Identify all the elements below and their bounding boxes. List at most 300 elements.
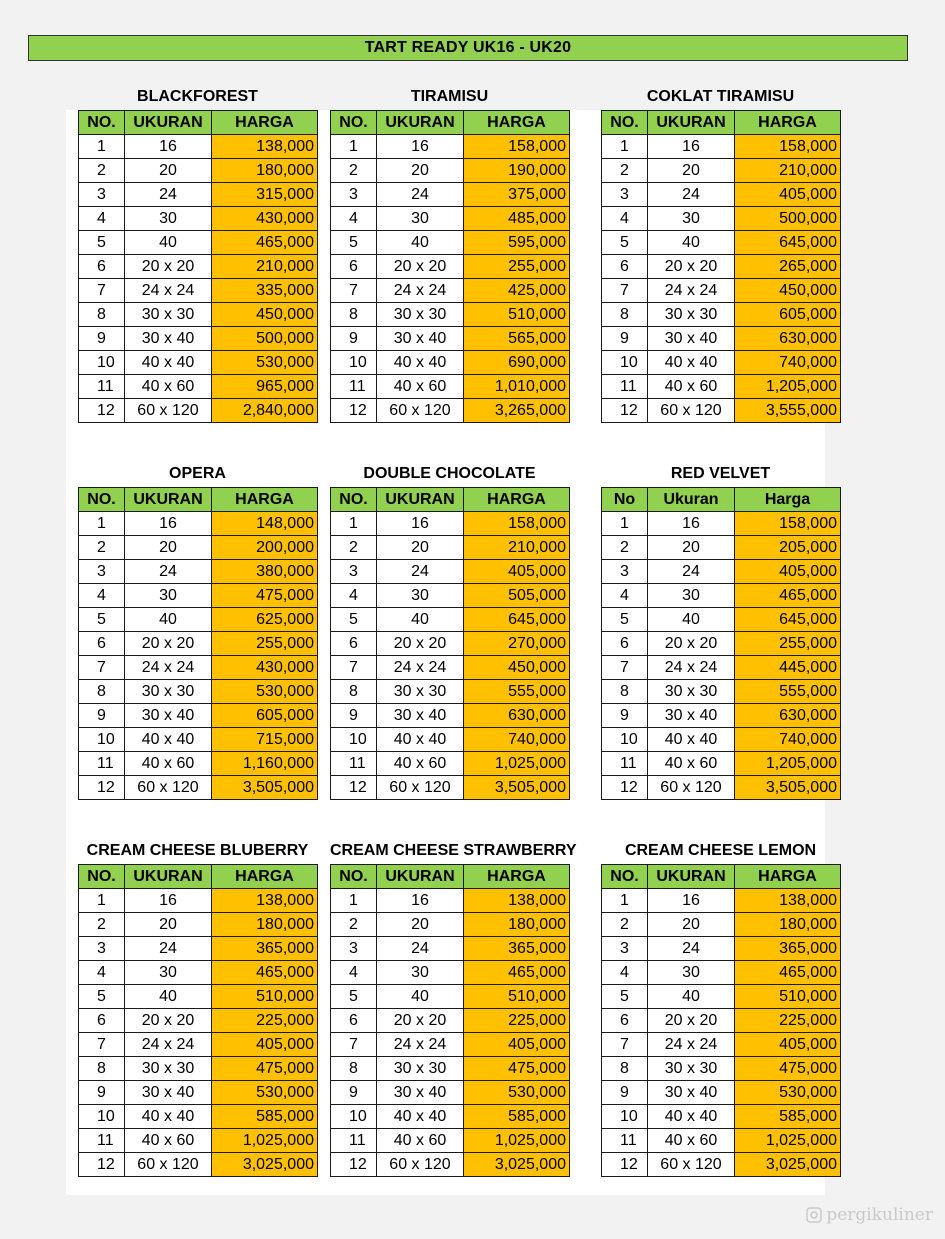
row-number: 4	[79, 584, 125, 608]
row-price: 180,000	[735, 913, 841, 937]
table-row	[79, 560, 318, 584]
row-number: 10	[602, 351, 648, 375]
table-header-row	[331, 111, 570, 135]
row-size: 20 x 20	[125, 632, 212, 656]
table-header-row	[602, 111, 841, 135]
row-size: 24 x 24	[377, 1033, 464, 1057]
row-number: 9	[602, 1081, 648, 1105]
row-number: 4	[331, 584, 377, 608]
row-price: 138,000	[212, 135, 318, 159]
cream-cheese-strawberry-price-table	[330, 838, 577, 1177]
table-row	[602, 680, 841, 704]
row-number: 4	[79, 961, 125, 985]
row-size: 60 x 120	[125, 399, 212, 423]
table-row	[79, 728, 318, 752]
row-size: 30	[648, 207, 735, 231]
row-size: 40 x 40	[377, 728, 464, 752]
row-size: 20 x 20	[648, 1009, 735, 1033]
header-ukuran: UKURAN	[125, 865, 212, 889]
table-row	[79, 351, 318, 375]
row-number: 11	[79, 752, 125, 776]
row-number: 7	[331, 656, 377, 680]
header-ukuran: UKURAN	[377, 865, 464, 889]
price-table	[78, 487, 318, 800]
header-ukuran: Ukuran	[648, 488, 735, 512]
row-price: 425,000	[464, 279, 570, 303]
row-size: 20 x 20	[125, 1009, 212, 1033]
row-size: 40 x 40	[648, 728, 735, 752]
header-no: NO.	[79, 111, 125, 135]
row-size: 16	[125, 135, 212, 159]
watermark-text: pergikuliner	[826, 1205, 933, 1225]
table-row	[331, 776, 570, 800]
row-price: 1,025,000	[464, 1129, 570, 1153]
row-price: 315,000	[212, 183, 318, 207]
row-size: 60 x 120	[125, 1153, 212, 1177]
row-number: 11	[602, 752, 648, 776]
row-price: 630,000	[464, 704, 570, 728]
row-size: 20	[377, 536, 464, 560]
row-price: 740,000	[464, 728, 570, 752]
row-size: 40	[125, 985, 212, 1009]
row-price: 190,000	[464, 159, 570, 183]
row-price: 740,000	[735, 728, 841, 752]
row-size: 40 x 60	[377, 1129, 464, 1153]
row-size: 30	[125, 584, 212, 608]
row-number: 7	[331, 279, 377, 303]
header-harga: HARGA	[212, 865, 318, 889]
table-row	[79, 913, 318, 937]
row-price: 530,000	[212, 680, 318, 704]
row-size: 60 x 120	[377, 1153, 464, 1177]
row-price: 500,000	[212, 327, 318, 351]
table-header-row	[331, 488, 570, 512]
table-row	[79, 512, 318, 536]
row-price: 225,000	[735, 1009, 841, 1033]
row-price: 555,000	[735, 680, 841, 704]
row-size: 30 x 40	[377, 1081, 464, 1105]
row-price: 1,160,000	[212, 752, 318, 776]
row-price: 565,000	[464, 327, 570, 351]
row-number: 6	[602, 1009, 648, 1033]
row-number: 8	[602, 303, 648, 327]
row-number: 2	[331, 913, 377, 937]
row-size: 30 x 30	[648, 303, 735, 327]
table-row	[602, 985, 841, 1009]
row-size: 40	[125, 608, 212, 632]
price-table	[601, 864, 841, 1177]
row-size: 40 x 40	[125, 1105, 212, 1129]
table-row	[331, 231, 570, 255]
row-price: 465,000	[212, 961, 318, 985]
row-number: 7	[602, 656, 648, 680]
row-price: 2,840,000	[212, 399, 318, 423]
row-price: 1,025,000	[735, 1129, 841, 1153]
row-size: 60 x 120	[377, 776, 464, 800]
table-row	[79, 255, 318, 279]
row-price: 3,025,000	[464, 1153, 570, 1177]
row-number: 10	[331, 1105, 377, 1129]
row-size: 40 x 40	[377, 1105, 464, 1129]
row-size: 40 x 60	[125, 752, 212, 776]
price-list-banner	[28, 35, 908, 61]
row-number: 3	[602, 183, 648, 207]
header-harga: HARGA	[464, 865, 570, 889]
row-number: 4	[79, 207, 125, 231]
row-number: 9	[331, 1081, 377, 1105]
row-size: 30	[377, 207, 464, 231]
row-price: 965,000	[212, 375, 318, 399]
table-row	[602, 231, 841, 255]
row-size: 40 x 60	[648, 752, 735, 776]
coklat-tiramisu-price-table	[601, 84, 840, 423]
row-price: 3,505,000	[212, 776, 318, 800]
table-row	[602, 1057, 841, 1081]
row-number: 2	[331, 536, 377, 560]
row-size: 24	[125, 937, 212, 961]
row-number: 5	[331, 985, 377, 1009]
header-harga: HARGA	[212, 111, 318, 135]
table-row	[602, 632, 841, 656]
row-number: 11	[331, 752, 377, 776]
row-number: 12	[79, 1153, 125, 1177]
row-size: 30 x 40	[125, 1081, 212, 1105]
header-ukuran: UKURAN	[377, 111, 464, 135]
table-row	[331, 704, 570, 728]
row-price: 690,000	[464, 351, 570, 375]
table-row	[79, 1105, 318, 1129]
table-row	[331, 207, 570, 231]
table-title: CREAM CHEESE LEMON	[624, 842, 817, 859]
row-number: 1	[331, 512, 377, 536]
row-number: 12	[602, 776, 648, 800]
row-size: 20	[648, 913, 735, 937]
table-row	[79, 207, 318, 231]
row-size: 40 x 60	[125, 375, 212, 399]
row-price: 205,000	[735, 536, 841, 560]
table-row	[79, 1081, 318, 1105]
red-velvet-price-table	[601, 461, 840, 800]
table-row	[331, 512, 570, 536]
table-row	[331, 584, 570, 608]
row-price: 138,000	[735, 889, 841, 913]
row-number: 2	[79, 159, 125, 183]
table-row	[79, 608, 318, 632]
table-row	[79, 1033, 318, 1057]
table-row	[602, 656, 841, 680]
row-size: 30 x 40	[377, 704, 464, 728]
row-price: 3,025,000	[735, 1153, 841, 1177]
row-size: 20	[377, 159, 464, 183]
row-size: 40 x 40	[648, 1105, 735, 1129]
row-size: 20	[125, 913, 212, 937]
table-header-row	[79, 488, 318, 512]
row-size: 30 x 30	[377, 303, 464, 327]
table-row	[79, 303, 318, 327]
table-row	[79, 279, 318, 303]
table-row	[79, 937, 318, 961]
row-number: 8	[602, 680, 648, 704]
row-number: 1	[331, 889, 377, 913]
table-row	[331, 135, 570, 159]
table-row	[331, 889, 570, 913]
table-row	[602, 375, 841, 399]
header-harga: Harga	[735, 488, 841, 512]
row-price: 3,025,000	[212, 1153, 318, 1177]
row-number: 1	[602, 512, 648, 536]
row-number: 6	[602, 632, 648, 656]
header-no: NO.	[331, 111, 377, 135]
row-size: 40	[377, 608, 464, 632]
row-price: 530,000	[464, 1081, 570, 1105]
price-table	[78, 864, 318, 1177]
header-ukuran: UKURAN	[125, 488, 212, 512]
row-size: 40 x 40	[125, 351, 212, 375]
table-row	[79, 375, 318, 399]
row-price: 555,000	[464, 680, 570, 704]
row-size: 24 x 24	[377, 279, 464, 303]
table-title: TIRAMISU	[410, 88, 489, 105]
table-header-row	[331, 865, 570, 889]
row-price: 200,000	[212, 536, 318, 560]
banner-title: TART READY UK16 - UK20	[364, 39, 572, 56]
row-price: 225,000	[464, 1009, 570, 1033]
pergikuliner-logo-icon	[806, 1207, 822, 1223]
row-price: 1,205,000	[735, 752, 841, 776]
row-price: 3,505,000	[735, 776, 841, 800]
table-row	[79, 183, 318, 207]
row-size: 30	[377, 961, 464, 985]
row-size: 16	[125, 512, 212, 536]
row-size: 20 x 20	[377, 1009, 464, 1033]
row-price: 405,000	[735, 560, 841, 584]
row-number: 9	[331, 704, 377, 728]
row-price: 530,000	[212, 351, 318, 375]
row-size: 30 x 30	[648, 680, 735, 704]
row-size: 16	[648, 512, 735, 536]
table-row	[331, 351, 570, 375]
row-price: 380,000	[212, 560, 318, 584]
row-number: 1	[602, 889, 648, 913]
row-size: 24 x 24	[125, 279, 212, 303]
table-row	[79, 536, 318, 560]
table-row	[79, 584, 318, 608]
header-ukuran: UKURAN	[377, 488, 464, 512]
row-price: 500,000	[735, 207, 841, 231]
row-size: 30 x 40	[125, 327, 212, 351]
row-size: 20	[377, 913, 464, 937]
table-row	[331, 961, 570, 985]
row-number: 9	[602, 704, 648, 728]
row-size: 30 x 30	[648, 1057, 735, 1081]
row-price: 510,000	[464, 303, 570, 327]
row-number: 6	[602, 255, 648, 279]
row-size: 40 x 60	[125, 1129, 212, 1153]
row-price: 270,000	[464, 632, 570, 656]
price-table	[601, 110, 841, 423]
table-row	[331, 937, 570, 961]
table-row	[331, 608, 570, 632]
row-size: 24	[377, 183, 464, 207]
row-size: 40 x 60	[648, 375, 735, 399]
double-chocolate-price-table	[330, 461, 569, 800]
row-size: 24 x 24	[125, 1033, 212, 1057]
table-row	[331, 279, 570, 303]
table-row	[331, 985, 570, 1009]
row-number: 2	[331, 159, 377, 183]
table-row	[79, 231, 318, 255]
table-row	[331, 1033, 570, 1057]
row-size: 30 x 40	[125, 704, 212, 728]
row-price: 255,000	[735, 632, 841, 656]
row-size: 24	[648, 937, 735, 961]
header-no: NO.	[602, 865, 648, 889]
row-number: 11	[79, 1129, 125, 1153]
table-row	[331, 183, 570, 207]
row-price: 585,000	[735, 1105, 841, 1129]
table-row	[79, 704, 318, 728]
row-number: 8	[602, 1057, 648, 1081]
row-number: 5	[79, 231, 125, 255]
table-row	[331, 1057, 570, 1081]
row-number: 12	[602, 399, 648, 423]
row-price: 450,000	[464, 656, 570, 680]
price-table	[330, 110, 570, 423]
row-size: 60 x 120	[648, 776, 735, 800]
table-row	[331, 327, 570, 351]
row-size: 40 x 40	[377, 351, 464, 375]
table-row	[79, 135, 318, 159]
table-row	[331, 728, 570, 752]
table-row	[331, 255, 570, 279]
table-row	[331, 752, 570, 776]
row-size: 40	[648, 985, 735, 1009]
row-price: 1,010,000	[464, 375, 570, 399]
row-number: 3	[331, 183, 377, 207]
row-number: 5	[602, 985, 648, 1009]
row-number: 11	[602, 1129, 648, 1153]
row-price: 180,000	[212, 913, 318, 937]
table-header-row	[602, 488, 841, 512]
table-row	[79, 961, 318, 985]
row-number: 9	[79, 1081, 125, 1105]
tiramisu-price-table	[330, 84, 569, 423]
row-number: 3	[602, 937, 648, 961]
row-size: 30	[648, 584, 735, 608]
cream-cheese-bluberry-price-table	[78, 838, 317, 1177]
table-row	[79, 327, 318, 351]
table-row	[602, 279, 841, 303]
table-row	[602, 159, 841, 183]
row-size: 24 x 24	[377, 656, 464, 680]
row-price: 225,000	[212, 1009, 318, 1033]
row-number: 3	[331, 937, 377, 961]
row-number: 10	[602, 1105, 648, 1129]
table-row	[331, 1081, 570, 1105]
row-price: 365,000	[464, 937, 570, 961]
row-number: 1	[79, 135, 125, 159]
row-number: 9	[602, 327, 648, 351]
table-row	[79, 632, 318, 656]
table-row	[79, 680, 318, 704]
row-size: 16	[648, 889, 735, 913]
header-no: No	[602, 488, 648, 512]
row-number: 8	[331, 680, 377, 704]
table-row	[79, 656, 318, 680]
row-size: 30	[125, 207, 212, 231]
row-number: 10	[79, 728, 125, 752]
row-price: 530,000	[212, 1081, 318, 1105]
row-price: 335,000	[212, 279, 318, 303]
table-row	[602, 1129, 841, 1153]
row-size: 24 x 24	[648, 656, 735, 680]
header-no: NO.	[331, 488, 377, 512]
row-price: 180,000	[464, 913, 570, 937]
row-size: 30	[125, 961, 212, 985]
table-row	[79, 159, 318, 183]
table-row	[602, 183, 841, 207]
row-number: 3	[331, 560, 377, 584]
table-row	[331, 159, 570, 183]
table-row	[602, 1009, 841, 1033]
row-number: 6	[79, 1009, 125, 1033]
row-number: 2	[602, 913, 648, 937]
header-harga: HARGA	[735, 111, 841, 135]
table-row	[602, 752, 841, 776]
row-size: 40	[377, 985, 464, 1009]
row-price: 3,555,000	[735, 399, 841, 423]
row-size: 40	[377, 231, 464, 255]
row-price: 158,000	[464, 512, 570, 536]
table-row	[331, 375, 570, 399]
row-number: 12	[331, 776, 377, 800]
header-ukuran: UKURAN	[648, 111, 735, 135]
row-price: 645,000	[735, 608, 841, 632]
row-size: 40	[648, 608, 735, 632]
row-number: 5	[602, 608, 648, 632]
table-row	[331, 656, 570, 680]
table-row	[331, 399, 570, 423]
table-row	[331, 1009, 570, 1033]
row-price: 1,025,000	[464, 752, 570, 776]
table-row	[79, 399, 318, 423]
row-price: 630,000	[735, 327, 841, 351]
table-row	[331, 536, 570, 560]
row-size: 20 x 20	[377, 632, 464, 656]
row-price: 158,000	[464, 135, 570, 159]
row-number: 7	[331, 1033, 377, 1057]
table-row	[602, 135, 841, 159]
row-number: 7	[602, 279, 648, 303]
row-size: 16	[377, 889, 464, 913]
row-price: 430,000	[212, 656, 318, 680]
row-size: 24 x 24	[648, 1033, 735, 1057]
row-size: 30 x 30	[125, 303, 212, 327]
table-row	[602, 1033, 841, 1057]
row-size: 40 x 60	[377, 752, 464, 776]
row-number: 6	[79, 255, 125, 279]
row-price: 585,000	[464, 1105, 570, 1129]
row-price: 265,000	[735, 255, 841, 279]
table-row	[602, 351, 841, 375]
row-number: 12	[79, 399, 125, 423]
row-size: 30 x 30	[377, 680, 464, 704]
table-row	[331, 1153, 570, 1177]
row-price: 485,000	[464, 207, 570, 231]
table-title: COKLAT TIRAMISU	[646, 88, 795, 105]
row-price: 505,000	[464, 584, 570, 608]
row-number: 8	[331, 303, 377, 327]
